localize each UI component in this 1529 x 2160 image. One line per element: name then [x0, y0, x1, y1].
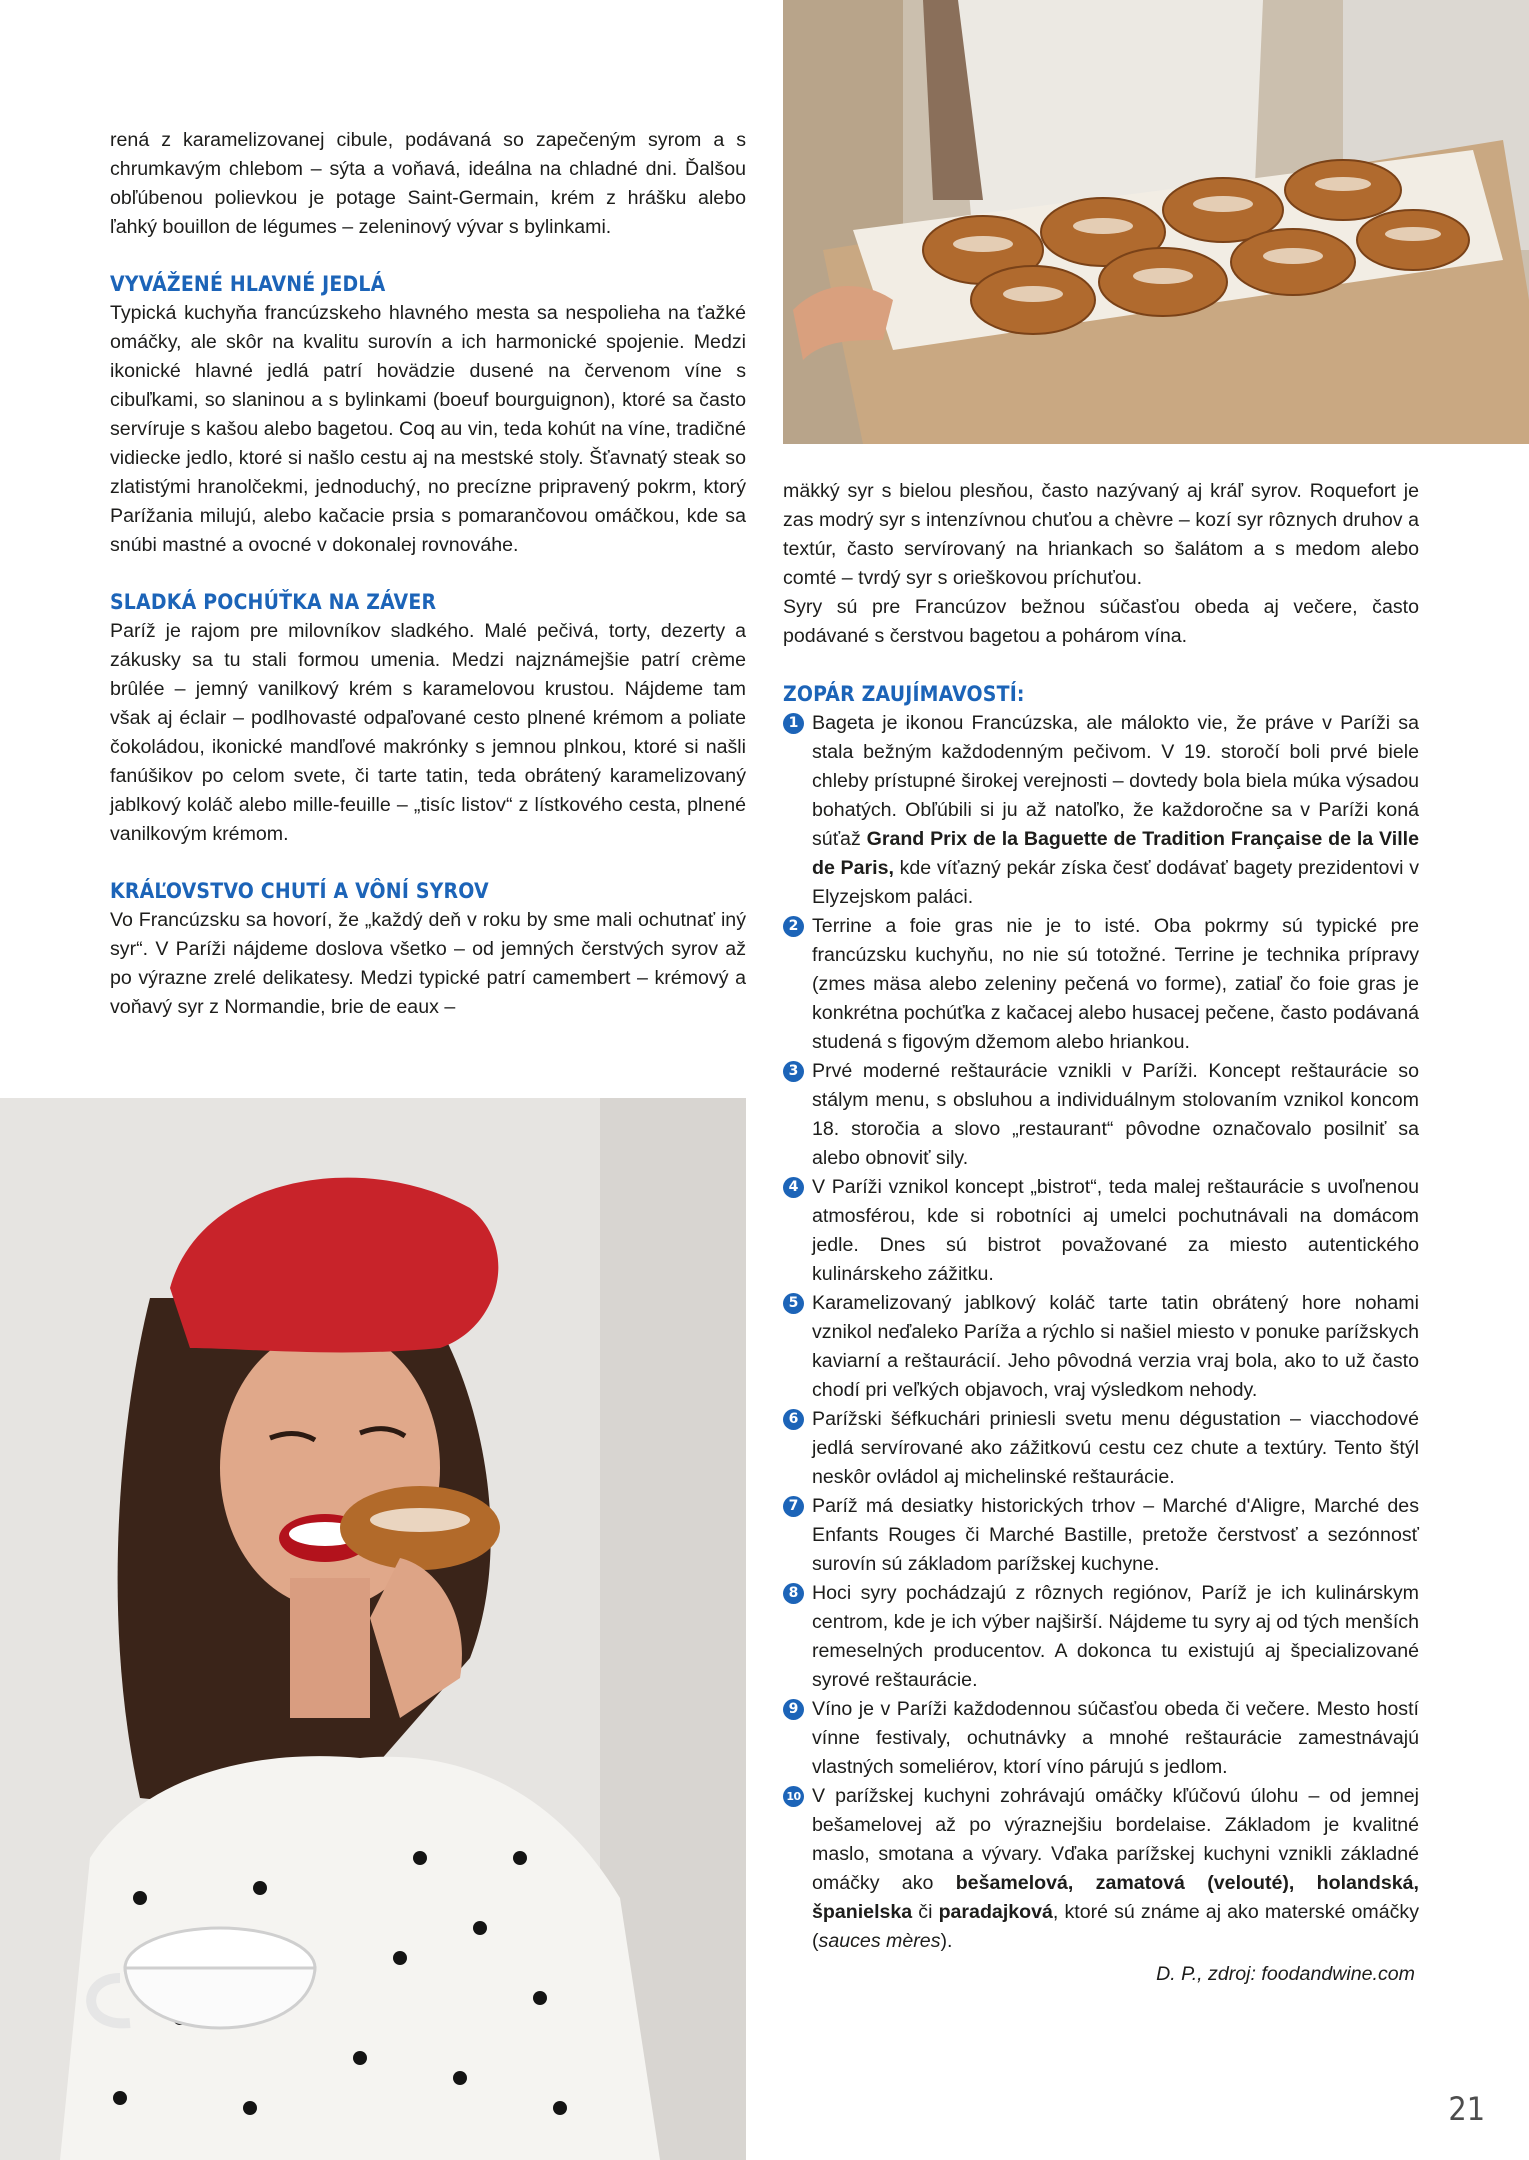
fact-item [783, 1695, 1419, 1782]
number-badge-icon: 2 [783, 916, 804, 937]
heading-cheeses: KRÁĽOVSTVO CHUTÍ A VÔNÍ SYROV [110, 879, 489, 903]
fact-text: Terrine a foie gras nie je to isté. Oba pokrmy sú typické pre francúzsku kuchyňu, no nie sú totožné. Terrine je technika prípravy (zmes mäsa alebo zeleniny pečená vo forme), zatiaľ čo foie gras je konkrétna pochúťka z kačacej alebo husacej pečene, často podávaná studená s figovým džemom alebo hriankou. [812, 915, 1419, 1053]
fact-text: V Paríži vznikol koncept „bistrot“, teda malej reštaurácie s uvoľnenou atmosférou, kde si robotníci aj umelci pochutnávali na domácom jedle. Dnes sú bistrot považované za miesto autentického kulinárskeho zážitku. [812, 1176, 1419, 1285]
left-column [110, 126, 746, 1022]
number-badge-icon: 10 [783, 1786, 804, 1807]
fact-text: V parížskej kuchyni zohrávajú omáčky kľúčovú úlohu – od jemnej bešamelovej až po výraznejšiu bordelaise. Základom je kvalitné maslo, smotana a vývary. Vďaka parížskej kuchyni vznikli základné omáčky ako [812, 1785, 1419, 1894]
fact-text: Bageta je ikonou Francúzska, ale málokto vie, že práve v Paríži sa stala bežným každodenným pečivom. V 19. storočí boli prvé biele chleby prístupné širokej verejnosti – dovtedy bola biela múka výsadou bohatých. Obľúbili si ju až natoľko, že každoročne sa v Paríži koná súťaž [812, 712, 1419, 850]
cheeses-paragraph: Vo Francúzsku sa hovorí, že „každý deň v roku by sme mali ochutnať iný syr“. V Paríži nájdeme doslova všetko – od jemných čerstvých syrov až po výrazne zrelé delikatesy. Medzi typické patrí camembert – krémový a voňavý syr z Normandie, brie de eaux – [110, 909, 746, 1018]
number-badge-icon: 9 [783, 1699, 804, 1720]
fact-text: Karamelizovaný jablkový koláč tarte tatin obrátený hore nohami vznikol neďaleko Paríža a rýchlo si našiel miesto v ponuke parížskych kaviarní a reštaurácií. Jeho pôvodná verzia vraj bola, ako to už často chodí pri veľkých objavoch, vraj výsledkom nehody. [812, 1292, 1419, 1401]
number-badge-icon: 3 [783, 1061, 804, 1082]
fact-italic-text: sauces mères [818, 1930, 941, 1952]
fact-item [783, 1173, 1419, 1289]
source-credit: D. P., zdroj: foodandwine.com [1156, 1963, 1415, 1985]
fact-bold-text: bešamelová, zamatová (velouté), holandská, španielska [812, 1872, 1419, 1923]
fact-text-end: kde víťazný pekár získa česť dodávať bagety prezidentovi v Elyzejskom paláci. [812, 857, 1419, 908]
croissant-tray-illustration [783, 0, 1529, 444]
fact-item [783, 1405, 1419, 1492]
cheese-continued-paragraph: mäkký syr s bielou plesňou, často nazývaný aj kráľ syrov. Roquefort je zas modrý syr s intenzívnou chuťou a chèvre – kozí syr rôznych druhov a textúr, často servírovaný na hriankach so šalátom a s medom alebo comté – tvrdý syr s orieškovou príchuťou. [783, 480, 1419, 589]
number-badge-icon: 8 [783, 1583, 804, 1604]
heading-desserts: SLADKÁ POCHÚŤKA NA ZÁVER [110, 590, 437, 614]
fact-item [783, 1289, 1419, 1405]
fact-text: Prvé moderné reštaurácie vznikli v Paríži. Koncept reštaurácie so stálym menu, s obsluhou a individuálnym stolovaním vznikol koncom 18. storočia a slovo „restaurant“ pôvodne označovalo posilniť sa alebo obnoviť sily. [812, 1060, 1419, 1169]
fact-item [783, 1579, 1419, 1695]
fact-text: Paríž má desiatky historických trhov – Marché d'Aligre, Marché des Enfants Rouges či Marché Bastille, pretože čerstvosť a sezónnosť surovín sú základom parížskej kuchyne. [812, 1495, 1419, 1575]
fact-item [783, 709, 1419, 912]
woman-eating-croissant-photo [0, 1098, 746, 2160]
facts-heading: ZOPÁR ZAUJÍMAVOSTÍ: [783, 682, 1025, 706]
fact-item [783, 1492, 1419, 1579]
main-dishes-paragraph: Typická kuchyňa francúzskeho hlavného mesta sa nespolieha na ťažké omáčky, ale skôr na kvalitu surovín a ich harmonické spojenie. Medzi ikonické hlavné jedlá patrí hovädzie dusené na červenom víne s cibuľkami, so slaninou a s bylinkami (boeuf bourguignon), ktoré sa často servíruje s kašou alebo bagetou. Coq au vin, teda kohút na víne, tradičné vidiecke jedlo, ktoré si našlo cestu aj na mestské stoly. Šťavnatý steak so zlatistými hranolčekmi, jednoduchý, no precízne pripravený pokrm, ktorý Parížania milujú, alebo kačacie prsia s pomarančovou omáčkou, kde sa snúbi mastné a ovocné v dokonalej rovnováhe. [110, 302, 746, 556]
fact-text: Parížski šéfkuchári priniesli svetu menu dégustation – viacchodové jedlá servírované ako zážitkovú cestu cez chute a textúry. Tento štýl neskôr ovládol aj michelinské reštaurácie. [812, 1408, 1419, 1488]
right-column-top [783, 477, 1419, 651]
woman-illustration [0, 1098, 746, 2160]
page-number: 21 [1448, 2090, 1485, 2128]
fact-text: , ktoré sú známe aj ako materské omáčky ( [812, 1901, 1419, 1952]
cheese-meal-paragraph: Syry sú pre Francúzov bežnou súčasťou obeda aj večere, často podávané s čerstvou bagetou a pohárom vína. [783, 596, 1419, 647]
facts-list [783, 680, 1419, 1989]
fact-bold-text: paradajková [938, 1901, 1053, 1923]
number-badge-icon: 7 [783, 1496, 804, 1517]
fact-text: Hoci syry pochádzajú z rôznych regiónov, Paríž je ich kulinárskym centrom, kde je ich výber najširší. Nájdeme tu syry aj od tých menších remeselných producentov. A dokonca tu existujú aj špecializované syrové reštaurácie. [812, 1582, 1419, 1691]
fact-item [783, 1057, 1419, 1173]
fact-text-end: ). [940, 1930, 953, 1952]
fact-text: Víno je v Paríži každodennou súčasťou obeda či večere. Mesto hostí vínne festivaly, ochutnávky a mnohé reštaurácie zamestnávajú vlastných someliérov, ktorí víno párujú s jedlom. [812, 1698, 1419, 1778]
number-badge-icon: 6 [783, 1409, 804, 1430]
fact-text: či [912, 1901, 939, 1923]
number-badge-icon: 5 [783, 1293, 804, 1314]
intro-paragraph: rená z karamelizovanej cibule, podávaná so zapečeným syrom a s chrumkavým chlebom – sýta a voňavá, ideálna na chladné dni. Ďalšou obľúbenou polievkou je potage Saint-Germain, krém z hrášku alebo ľahký bouillon de légumes – zeleninový vývar s bylinkami. [110, 129, 746, 238]
croissant-tray-photo [783, 0, 1529, 444]
heading-main-dishes: VYVÁŽENÉ HLAVNÉ JEDLÁ [110, 272, 386, 296]
number-badge-icon: 1 [783, 713, 804, 734]
desserts-paragraph: Paríž je rajom pre milovníkov sladkého. Malé pečivá, torty, dezerty a zákusky sa tu stali formou umenia. Medzi najznámejšie patrí crème brûlée – jemný vanilkový krém s karamelovou krustou. Nájdeme tam však aj éclair – podlhovasté odpaľované cesto plnené krémom a poliate čokoládou, ikonické mandľové makrónky s jemnou plnkou, ktoré si našli fanúšikov po celom svete, či tarte tatin, teda obrátený karamelizovaný jablkový koláč alebo mille-feuille – „tisíc listov“ z lístkového cesta, plnené vanilkovým krémom. [110, 620, 746, 845]
number-badge-icon: 4 [783, 1177, 804, 1198]
fact-bold-text: Grand Prix de la Baguette de Tradition Française de la Ville de Paris, [812, 828, 1419, 879]
fact-item [783, 912, 1419, 1057]
fact-item [783, 1782, 1419, 1956]
